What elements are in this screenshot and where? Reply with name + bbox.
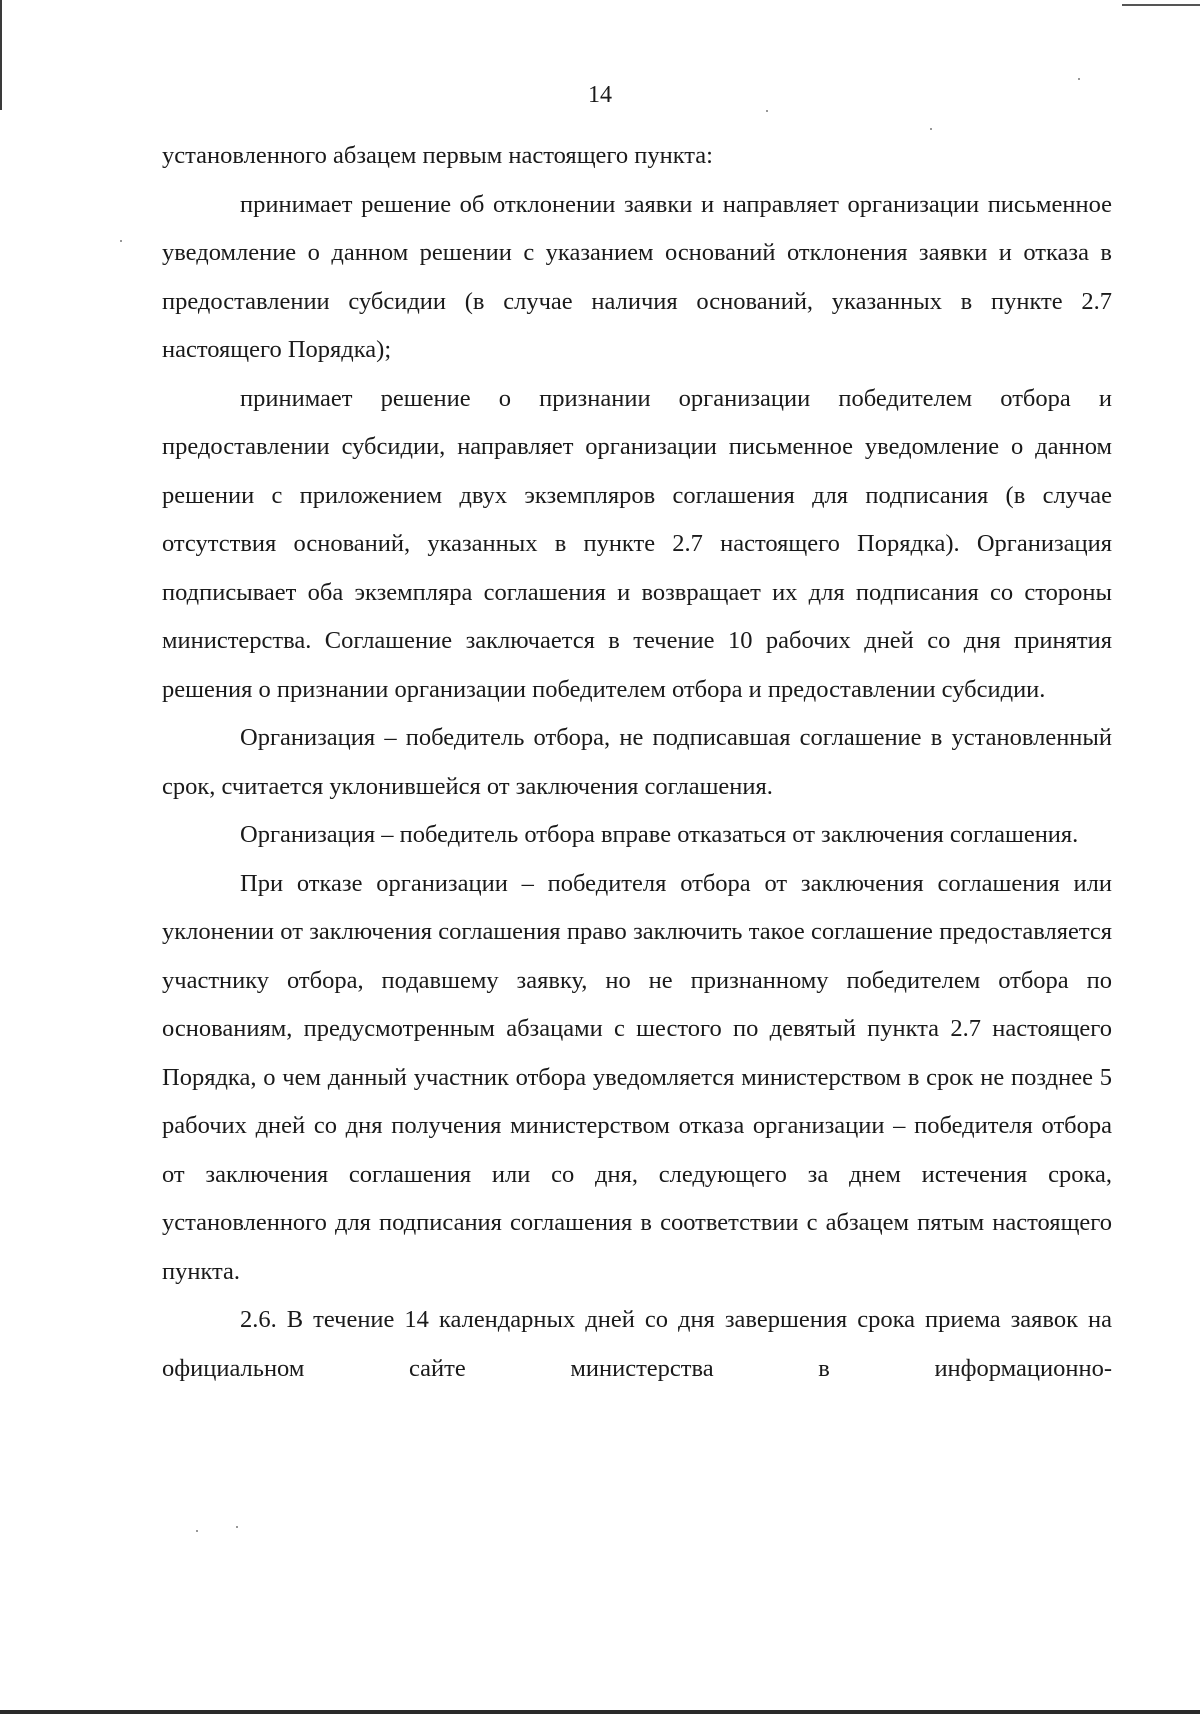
scan-edge-left <box>0 0 2 110</box>
scan-edge-bottom <box>0 1710 1200 1714</box>
paragraph: принимает решение о признании организации победителем отбора и предоставлении субсидии, направляет организации письменное уведомление о данном решении с приложением двух экземпляров соглашения для подписания (в случае отсутствия оснований, указанных в пункте 2.7 настоящего Порядка). Организация подписывает оба экземпляра соглашения и возвращает их для подписания со стороны министерства. Соглашение заключается в течение 10 рабочих дней со дня принятия решения о признании организации победителем отбора и предоставлении субсидии. <box>162 384 1112 703</box>
scan-speck <box>196 1530 198 1532</box>
scan-edge-top <box>1122 4 1200 6</box>
scan-speck <box>766 110 768 112</box>
paragraph: При отказе организации – победителя отбора от заключения соглашения или уклонении от заключения соглашения право заключить такое соглашение предоставляется участнику отбора, подавшему заявку, но не признанному победителем отбора по основаниям, предусмотренным абзацами с шестого по девятый пункта 2.7 настоящего Порядка, о чем данный участник отбора уведомляется министерством в срок не позднее 5 рабочих дней со дня получения министерством отказа организации – победителя отбора от заключения соглашения или со дня, следующего за днем истечения срока, установленного для подписания соглашения в соответствии с абзацем пятым настоящего пункта. <box>162 869 1112 1285</box>
scan-speck <box>930 128 932 130</box>
document-body <box>162 132 1112 1393</box>
scan-speck <box>236 1526 238 1528</box>
paragraph: Организация – победитель отбора вправе отказаться от заключения соглашения. <box>240 821 1079 848</box>
paragraph-section-2-6: 2.6. В течение 14 календарных дней со дня завершения срока приема заявок на официальном сайте министерства в информационно- <box>162 1306 1112 1382</box>
scan-speck <box>120 240 122 242</box>
page-number: 14 <box>588 82 612 108</box>
paragraph: принимает решение об отклонении заявки и направляет организации письменное уведомление о данном решении с указанием оснований отклонения заявки и отказа в предоставлении субсидии (в случае наличия оснований, указанных в пункте 2.7 настоящего Порядка); <box>162 190 1112 363</box>
paragraph: Организация – победитель отбора, не подписавшая соглашение в установленный срок, считается уклонившейся от заключения соглашения. <box>162 724 1112 800</box>
paragraph-continuation: установленного абзацем первым настоящего пункта: <box>162 142 713 169</box>
scan-speck <box>1078 78 1080 80</box>
